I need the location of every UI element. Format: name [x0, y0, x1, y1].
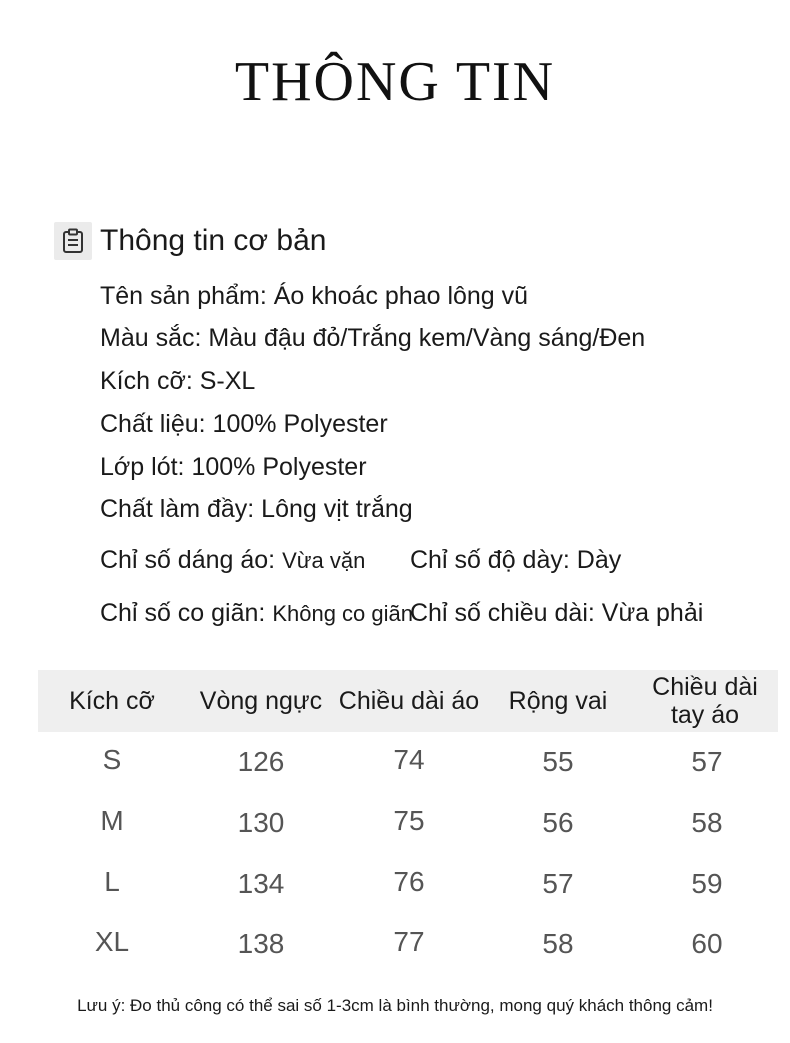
table-cell: 126 — [237, 746, 285, 777]
stretch-index-label: Chỉ số co giãn: — [100, 599, 273, 627]
header-size: Kích cỡ — [69, 687, 155, 715]
table-cell: 134 — [237, 868, 285, 899]
fit-index — [100, 543, 365, 578]
table-cell: S — [102, 744, 122, 775]
product-filling: Chất làm đầy: Lông vịt trắng — [100, 495, 413, 523]
measurement-note: Lưu ý: Đo thủ công có thể sai số 1-3cm là bình thường, mong quý khách thông cảm! — [77, 996, 713, 1015]
header-shoulder: Rộng vai — [508, 687, 608, 715]
table-cell: 76 — [393, 866, 425, 897]
fit-index-value: Vừa vặn — [282, 548, 366, 573]
table-cell: 60 — [691, 928, 723, 959]
thickness-index: Chỉ số độ dày: Dày — [410, 546, 622, 574]
table-cell: 58 — [691, 807, 723, 838]
page-title: THÔNG TIN — [234, 51, 556, 113]
stretch-index — [100, 596, 413, 631]
table-cell: 56 — [542, 807, 574, 838]
table-cell: XL — [94, 926, 130, 957]
table-cell: 130 — [237, 807, 285, 838]
section-header — [54, 220, 326, 262]
header-length: Chiều dài áo — [338, 687, 480, 715]
product-colors: Màu sắc: Màu đậu đỏ/Trắng kem/Vàng sáng/Đen — [100, 324, 646, 352]
table-cell: 77 — [393, 926, 425, 957]
product-lining: Lớp lót: 100% Polyester — [100, 453, 367, 481]
table-cell: 57 — [691, 746, 723, 777]
table-cell: 59 — [691, 868, 723, 899]
table-cell: M — [100, 805, 124, 836]
stretch-index-value: Không co giãn — [272, 601, 413, 626]
header-chest: Vòng ngực — [199, 687, 323, 715]
table-cell: 58 — [542, 928, 574, 959]
section-title: Thông tin cơ bản — [100, 224, 327, 257]
product-sizes: Kích cỡ: S-XL — [100, 367, 256, 395]
product-material: Chất liệu: 100% Polyester — [100, 410, 388, 438]
table-cell: 75 — [393, 805, 425, 836]
length-index: Chỉ số chiều dài: Vừa phải — [410, 599, 704, 627]
table-cell: 74 — [393, 744, 425, 775]
table-cell: 138 — [237, 928, 285, 959]
header-sleeve — [640, 670, 770, 732]
table-cell: 57 — [542, 868, 574, 899]
size-table-header — [38, 670, 778, 732]
table-cell: 55 — [542, 746, 574, 777]
table-cell: L — [104, 866, 120, 897]
fit-index-label: Chỉ số dáng áo: — [100, 546, 283, 574]
clipboard-list-icon — [54, 222, 92, 260]
header-sleeve-label: Chiều dài tay áo — [652, 673, 758, 729]
product-name: Tên sản phẩm: Áo khoác phao lông vũ — [100, 282, 529, 310]
